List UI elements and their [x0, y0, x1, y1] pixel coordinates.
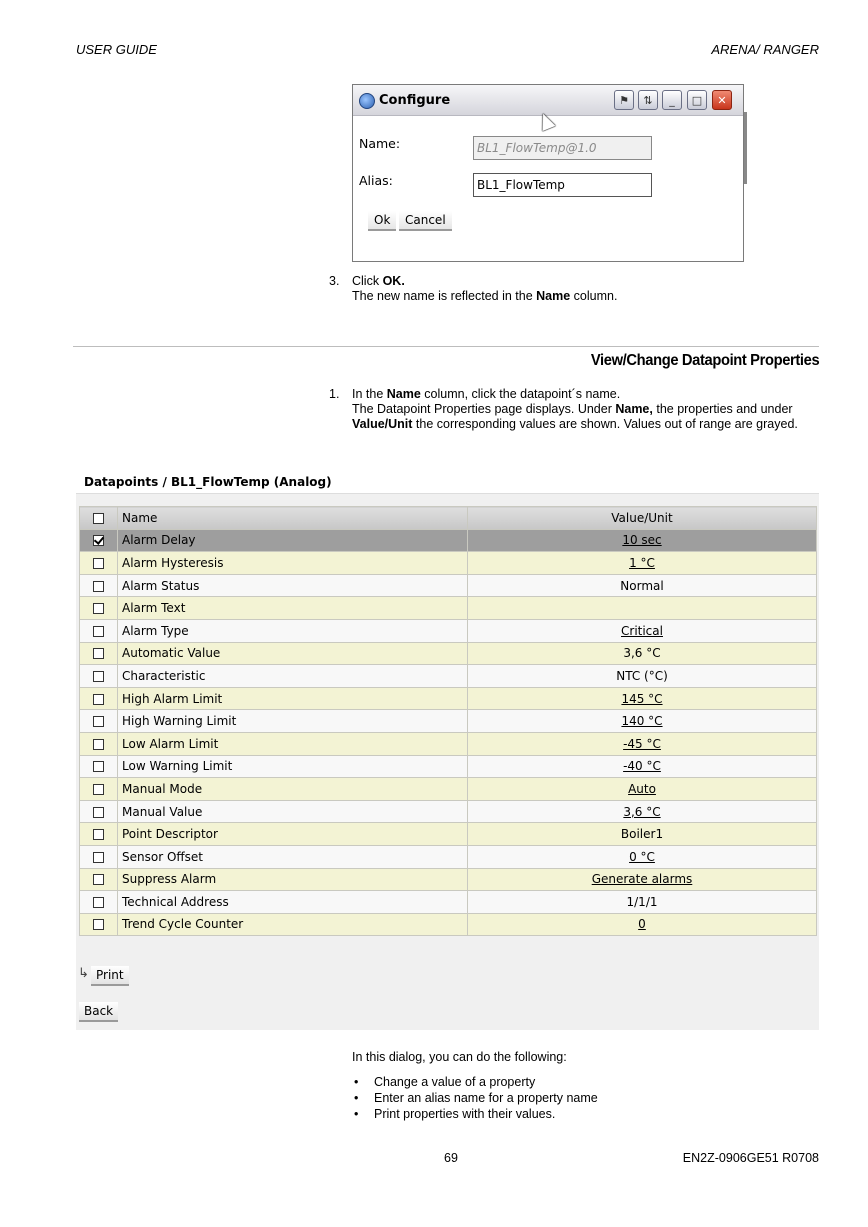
ok-button[interactable]: Ok [368, 211, 396, 231]
table-row[interactable] [80, 619, 817, 642]
property-name[interactable]: Manual Value [118, 800, 468, 823]
back-button[interactable]: Back [79, 1002, 118, 1022]
dialog-title: Configure [379, 93, 451, 108]
table-header-row [80, 507, 817, 530]
step-text-bold: Name [386, 387, 421, 401]
cancel-button[interactable]: Cancel [399, 211, 452, 231]
row-checkbox[interactable] [93, 874, 104, 885]
row-checkbox-cell [80, 891, 118, 914]
list-item: • Change a value of a property [352, 1074, 598, 1090]
row-checkbox-cell [80, 552, 118, 575]
property-value: Normal [620, 578, 664, 593]
property-name[interactable]: Manual Mode [118, 778, 468, 801]
row-checkbox-cell [80, 687, 118, 710]
property-name[interactable]: Technical Address [118, 891, 468, 914]
property-name[interactable]: Sensor Offset [118, 845, 468, 868]
table-row[interactable] [80, 665, 817, 688]
property-value-cell [468, 868, 817, 891]
property-value-cell [468, 642, 817, 665]
table-row[interactable] [80, 868, 817, 891]
select-all-cell [80, 507, 118, 530]
row-checkbox[interactable] [93, 626, 104, 637]
maximize-icon[interactable]: □ [687, 90, 707, 110]
property-name[interactable]: Trend Cycle Counter [118, 913, 468, 936]
pin-icon[interactable]: ⚑ [614, 90, 634, 110]
property-name[interactable]: High Alarm Limit [118, 687, 468, 710]
step-text: Click [352, 274, 383, 288]
property-name[interactable]: Characteristic [118, 665, 468, 688]
step-text: column. [570, 289, 618, 303]
table-row[interactable] [80, 710, 817, 733]
list-item: • Print properties with their values. [352, 1106, 598, 1122]
step-number: 3. [329, 274, 340, 288]
step-3 [329, 274, 819, 306]
property-value-cell [468, 755, 817, 778]
row-checkbox[interactable] [93, 852, 104, 863]
row-checkbox[interactable] [93, 535, 104, 546]
header-right: ARENA/ RANGER [711, 42, 819, 57]
step-1 [329, 387, 819, 449]
page-number: 69 [444, 1151, 458, 1165]
row-checkbox-cell [80, 732, 118, 755]
step-text: The Datapoint Properties page displays. Under [352, 402, 616, 416]
row-checkbox[interactable] [93, 897, 104, 908]
step-text: The new name is reflected in the [352, 289, 537, 303]
table-row[interactable] [80, 755, 817, 778]
property-value-link[interactable]: Auto [628, 781, 656, 796]
property-value-link[interactable]: -40 °C [623, 759, 661, 774]
select-all-checkbox[interactable] [93, 513, 104, 524]
property-value-cell [468, 574, 817, 597]
property-value: NTC (°C) [616, 668, 668, 683]
datapoints-title: Datapoints / BL1_FlowTemp (Analog) [84, 475, 332, 489]
row-checkbox[interactable] [93, 829, 104, 840]
step-text: column, click the datapoint´s name. [420, 387, 621, 401]
row-checkbox[interactable] [93, 807, 104, 818]
table-row[interactable] [80, 574, 817, 597]
property-value-link[interactable]: 3,6 °C [623, 804, 661, 819]
row-checkbox[interactable] [93, 603, 104, 614]
property-name[interactable]: Alarm Hysteresis [118, 552, 468, 575]
property-value-link[interactable]: 0 [638, 917, 646, 932]
row-checkbox-cell [80, 642, 118, 665]
table-row[interactable] [80, 891, 817, 914]
row-checkbox-cell [80, 619, 118, 642]
property-value-cell [468, 710, 817, 733]
table-row[interactable] [80, 597, 817, 620]
property-value-cell [468, 778, 817, 801]
row-checkbox[interactable] [93, 558, 104, 569]
step-text: the corresponding values are shown. Values out of range are grayed. [412, 417, 798, 431]
property-name[interactable]: High Warning Limit [118, 710, 468, 733]
property-value-link[interactable]: Generate alarms [591, 872, 693, 887]
property-name[interactable]: Suppress Alarm [118, 868, 468, 891]
table-row[interactable] [80, 529, 817, 552]
alias-label: Alias: [359, 173, 393, 188]
header-left: USER GUIDE [76, 42, 157, 57]
property-value-link[interactable]: -45 °C [623, 736, 661, 751]
intro-text: In this dialog, you can do the following: [352, 1050, 567, 1064]
table-row[interactable] [80, 687, 817, 710]
step-text-bold: OK. [382, 274, 405, 288]
dialog-edge [744, 112, 747, 184]
row-checkbox[interactable] [93, 739, 104, 750]
property-name[interactable]: Alarm Type [118, 619, 468, 642]
property-value-cell [468, 597, 817, 620]
row-checkbox[interactable] [93, 648, 104, 659]
property-value-cell [468, 529, 817, 552]
row-checkbox-cell [80, 665, 118, 688]
dialog-body [353, 115, 743, 261]
property-name[interactable]: Automatic Value [118, 642, 468, 665]
section-title: View/Change Datapoint Properties [590, 352, 819, 369]
property-value-cell [468, 891, 817, 914]
property-value-cell [468, 845, 817, 868]
property-value-cell [468, 800, 817, 823]
name-field: BL1_FlowTemp@1.0 [473, 136, 652, 160]
property-value-cell [468, 619, 817, 642]
property-value-link[interactable]: 145 °C [621, 691, 663, 706]
datapoints-panel [76, 470, 819, 1030]
row-checkbox-cell [80, 574, 118, 597]
row-checkbox-cell [80, 755, 118, 778]
table-row[interactable] [80, 778, 817, 801]
property-value: 3,6 °C [623, 646, 661, 661]
property-value-link[interactable]: 140 °C [621, 714, 663, 729]
row-checkbox-cell [80, 868, 118, 891]
step-text-bold: Value/Unit [352, 417, 413, 431]
return-arrow-icon: ↳ [78, 966, 89, 981]
dialog-app-icon [359, 93, 375, 109]
configure-dialog [352, 84, 744, 262]
row-checkbox[interactable] [93, 671, 104, 682]
property-value-cell [468, 913, 817, 936]
minimize-icon[interactable]: _ [662, 90, 682, 110]
property-value-link[interactable]: 1 °C [629, 555, 655, 570]
row-checkbox[interactable] [93, 784, 104, 795]
close-icon[interactable]: ✕ [712, 90, 732, 110]
row-checkbox-cell [80, 710, 118, 733]
alias-field[interactable]: BL1_FlowTemp [473, 173, 652, 197]
table-row[interactable] [80, 800, 817, 823]
list-item: • Enter an alias name for a property name [352, 1090, 598, 1106]
property-value-link[interactable]: Critical [621, 623, 663, 638]
datapoints-table [79, 506, 817, 936]
property-name[interactable]: Alarm Text [118, 597, 468, 620]
row-checkbox-cell [80, 529, 118, 552]
row-checkbox[interactable] [93, 581, 104, 592]
print-button[interactable]: Print [91, 966, 129, 986]
row-checkbox[interactable] [93, 919, 104, 930]
property-value-link[interactable]: 0 °C [629, 849, 655, 864]
property-value-cell [468, 823, 817, 846]
dock-icon[interactable]: ⇅ [638, 90, 658, 110]
datapoints-header [76, 470, 819, 494]
property-name[interactable]: Point Descriptor [118, 823, 468, 846]
document-code: EN2Z-0906GE51 R0708 [682, 1151, 819, 1165]
property-value-cell [468, 687, 817, 710]
row-checkbox[interactable] [93, 761, 104, 772]
table-row[interactable] [80, 552, 817, 575]
section-divider [73, 346, 819, 347]
row-checkbox-cell [80, 597, 118, 620]
table-row[interactable] [80, 845, 817, 868]
step-text: the properties and under [652, 402, 793, 416]
property-name[interactable]: Low Warning Limit [118, 755, 468, 778]
row-checkbox-cell [80, 913, 118, 936]
row-checkbox-cell [80, 823, 118, 846]
feature-list [352, 1074, 598, 1122]
step-text: In the [352, 387, 387, 401]
table-row[interactable] [80, 642, 817, 665]
row-checkbox-cell [80, 845, 118, 868]
table-row[interactable] [80, 732, 817, 755]
step-text-bold: Name [536, 289, 571, 303]
name-label: Name: [359, 136, 401, 151]
column-header-name[interactable]: Name [118, 507, 468, 530]
row-checkbox-cell [80, 800, 118, 823]
property-value-cell [468, 665, 817, 688]
property-name[interactable]: Alarm Status [118, 574, 468, 597]
property-value-cell [468, 732, 817, 755]
property-value-link[interactable]: 10 sec [622, 533, 662, 548]
row-checkbox-cell [80, 778, 118, 801]
row-checkbox[interactable] [93, 694, 104, 705]
property-value-cell [468, 552, 817, 575]
property-name[interactable]: Alarm Delay [118, 529, 468, 552]
table-row[interactable] [80, 823, 817, 846]
property-name[interactable]: Low Alarm Limit [118, 732, 468, 755]
table-row[interactable] [80, 913, 817, 936]
step-text-bold: Name, [615, 402, 653, 416]
column-header-value[interactable]: Value/Unit [468, 507, 817, 530]
step-number: 1. [329, 387, 340, 401]
property-value: 1/1/1 [626, 894, 658, 909]
row-checkbox[interactable] [93, 716, 104, 727]
property-value: Boiler1 [620, 827, 664, 842]
